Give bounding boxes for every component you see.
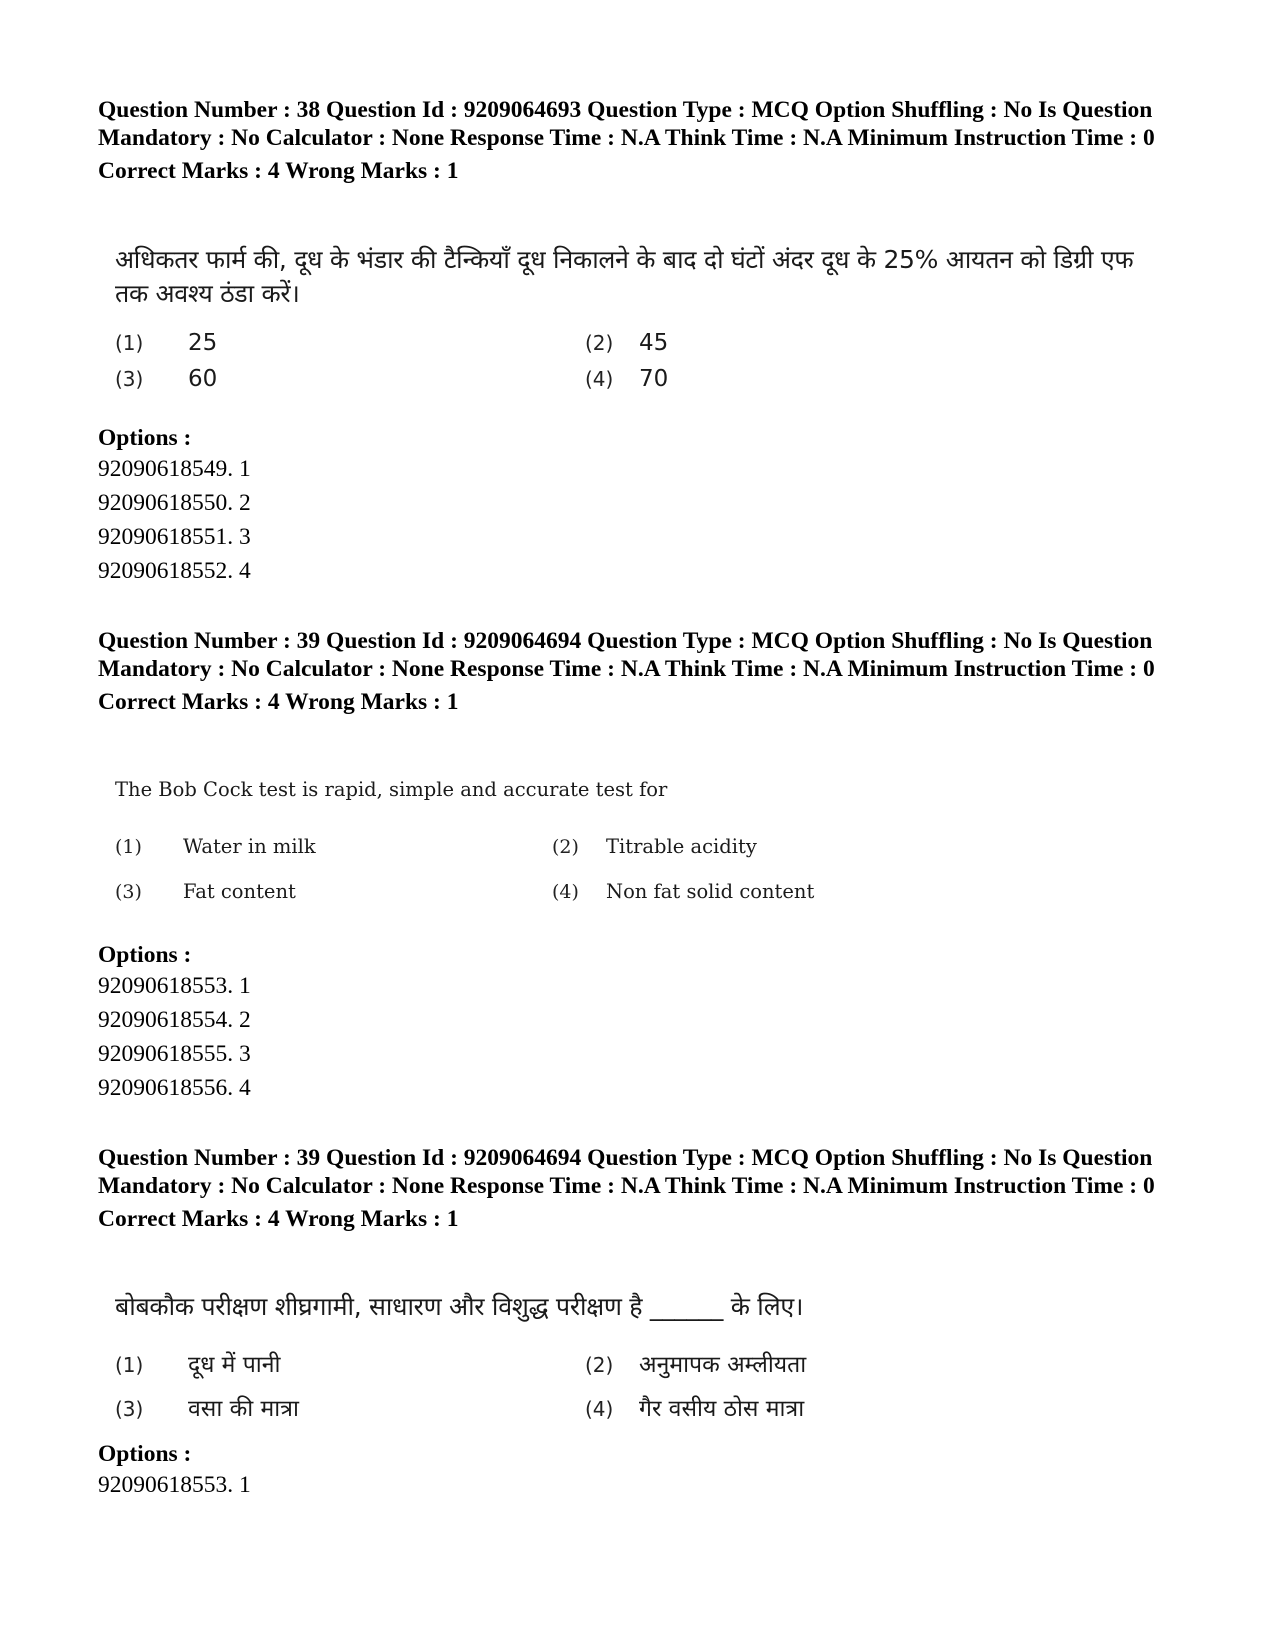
option-line: 92090618551. 3 — [98, 524, 251, 550]
choice-item — [585, 1347, 1085, 1379]
choice-item — [585, 330, 1085, 356]
choice-text: 45 — [639, 330, 669, 356]
question-block-38 — [98, 96, 1178, 185]
choice-text: Non fat solid content — [606, 880, 815, 903]
choice-number: (1) — [115, 1353, 144, 1377]
options-heading: Options : — [98, 942, 192, 968]
option-line: 92090618554. 2 — [98, 1007, 251, 1033]
choice-item — [552, 835, 1052, 858]
options-section — [98, 424, 1178, 588]
choice-number: (4) — [585, 367, 614, 391]
option-line: 92090618552. 4 — [98, 558, 251, 584]
question-block-39-en — [98, 627, 1178, 716]
choice-text: 70 — [639, 366, 669, 392]
question-meta: Question Number : 39 Question Id : 9209064694 Question Type : MCQ Option Shuffling : No Is Question Mandatory : No Calculator : None Response Time : N.A Think Time : N.A Minimum Instruction Time : 0 — [98, 1145, 1155, 1199]
choice-item — [585, 366, 1085, 392]
choice-item — [585, 1391, 1085, 1423]
choice-number: (3) — [115, 367, 144, 391]
choice-number: (4) — [552, 881, 579, 903]
question-text-image — [115, 776, 1195, 804]
options-section — [98, 941, 1178, 1105]
choice-number: (2) — [585, 331, 614, 355]
question-block-39-hi — [98, 1144, 1178, 1233]
question-text: अधिकतर फार्म की, दूध के भंडार की टैन्कियाँ दूध निकालने के बाद दो घंटों अंदर दूध के 25% आयतन को डिग्री एफ तक अवश्य ठंडा करें। — [115, 245, 1134, 308]
choice-text: Fat content — [183, 880, 296, 903]
choice-item — [115, 330, 585, 356]
options-section — [98, 1440, 1178, 1502]
choice-number: (2) — [585, 1353, 614, 1377]
question-text: बोबकौक परीक्षण शीघ्रगामी, साधारण और विशुद्ध परीक्षण है ______ के लिए। — [115, 1292, 804, 1321]
choice-number: (2) — [552, 836, 579, 858]
question-marks: Correct Marks : 4 Wrong Marks : 1 — [98, 158, 459, 184]
option-line: 92090618549. 1 — [98, 456, 251, 482]
choice-text: अनुमापक अम्लीयता — [639, 1352, 807, 1378]
choice-item — [115, 1391, 585, 1423]
choice-number: (4) — [585, 1397, 614, 1421]
choice-number: (3) — [115, 1397, 144, 1421]
options-heading: Options : — [98, 1441, 192, 1467]
option-line: 92090618553. 1 — [98, 973, 251, 999]
question-meta: Question Number : 38 Question Id : 9209064693 Question Type : MCQ Option Shuffling : No Is Question Mandatory : No Calculator : None Response Time : N.A Think Time : N.A Minimum Instruction Time : 0 — [98, 97, 1155, 151]
choice-item — [115, 366, 585, 392]
option-line: 92090618550. 2 — [98, 490, 251, 516]
choice-text: 60 — [188, 366, 218, 392]
choice-grid — [115, 835, 1195, 903]
question-marks: Correct Marks : 4 Wrong Marks : 1 — [98, 689, 459, 715]
question-text: The Bob Cock test is rapid, simple and accurate test for — [115, 778, 668, 801]
choice-item — [115, 1347, 585, 1379]
choice-text: गैर वसीय ठोस मात्रा — [639, 1396, 805, 1422]
question-marks: Correct Marks : 4 Wrong Marks : 1 — [98, 1206, 459, 1232]
choice-text: दूध में पानी — [188, 1352, 281, 1378]
choice-grid — [115, 330, 1195, 392]
option-line: 92090618553. 1 — [98, 1472, 251, 1498]
question-meta: Question Number : 39 Question Id : 9209064694 Question Type : MCQ Option Shuffling : No Is Question Mandatory : No Calculator : None Response Time : N.A Think Time : N.A Minimum Instruction Time : 0 — [98, 628, 1155, 682]
choice-number: (1) — [115, 331, 144, 355]
choice-text: वसा की मात्रा — [188, 1396, 299, 1422]
options-heading: Options : — [98, 425, 192, 451]
option-line: 92090618555. 3 — [98, 1041, 251, 1067]
choice-number: (1) — [115, 836, 142, 858]
choice-item — [115, 835, 552, 858]
question-text-image — [115, 1290, 1195, 1324]
choice-item — [552, 880, 1052, 903]
option-line: 92090618556. 4 — [98, 1075, 251, 1101]
choice-text: Water in milk — [183, 835, 316, 858]
choice-text: Titrable acidity — [606, 835, 757, 858]
choice-grid — [115, 1347, 1195, 1423]
choice-item — [115, 880, 552, 903]
choice-text: 25 — [188, 330, 218, 356]
choice-number: (3) — [115, 881, 142, 903]
question-text-image — [115, 243, 1195, 311]
